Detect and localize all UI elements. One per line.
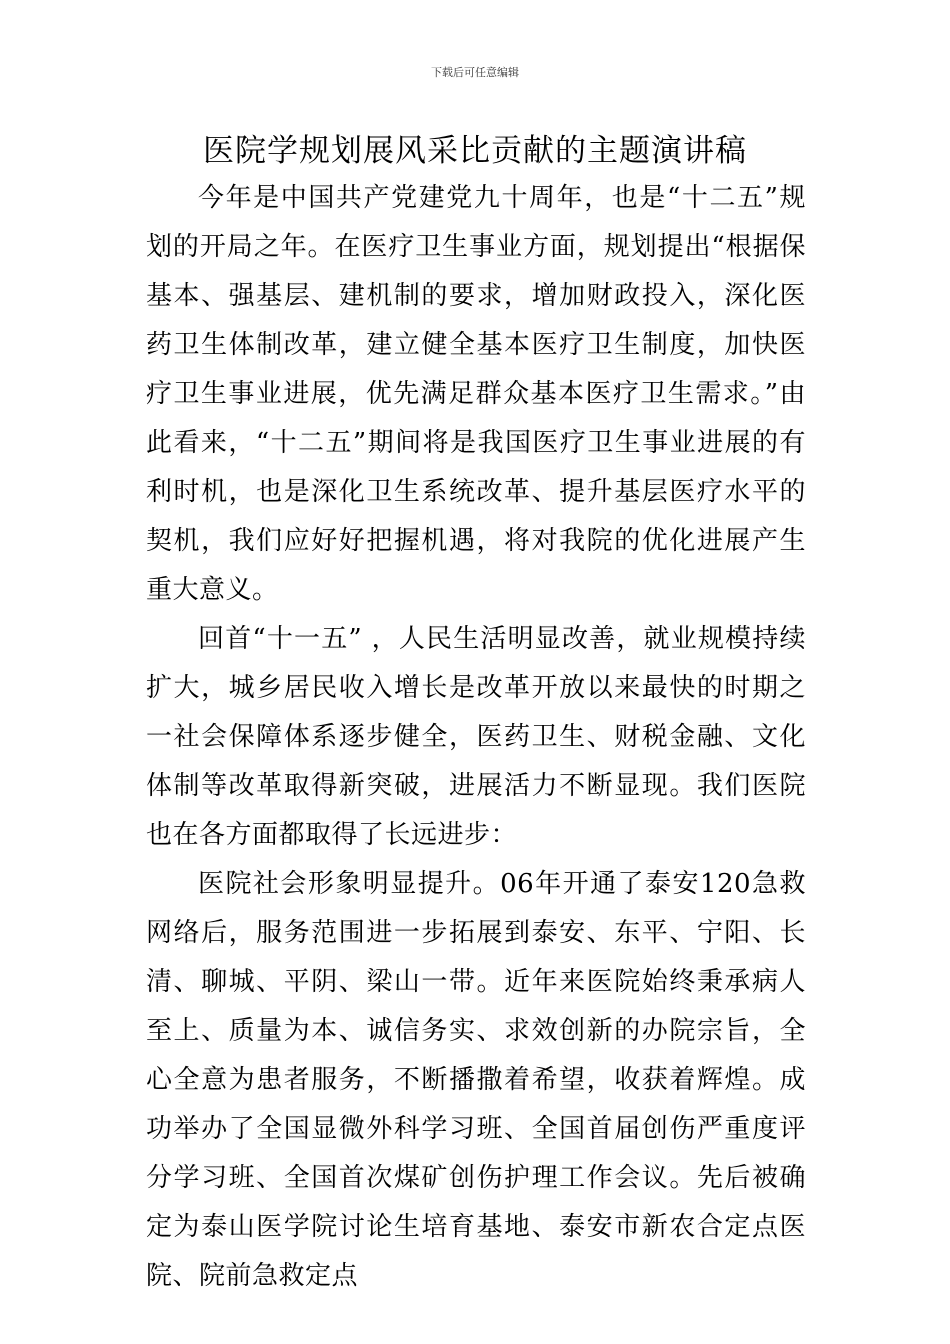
document-body — [146, 174, 806, 1301]
paragraph: 今年是中国共产党建党九十周年，也是“十二五”规划的开局之年。在医疗卫生事业方面，规划提出“根据保基本、强基层、建机制的要求，增加财政投入，深化医药卫生体制改革，建立健全基本医疗卫生制度，加快医疗卫生事业进展，优先满足群众基本医疗卫生需求。”由此看来，“十二五”期间将是我国医疗卫生事业进展的有利时机，也是深化卫生系统改革、提升基层医疗水平的契机，我们应好好把握机遇，将对我院的优化进展产生重大意义。 — [146, 183, 806, 605]
paragraph: 医院社会形象明显提升。06年开通了泰安120急救网络后，服务范围进一步拓展到泰安、东平、宁阳、长清、聊城、平阴、梁山一带。近年来医院始终秉承病人至上、质量为本、诚信务实、求效创新的办院宗旨，全心全意为患者服务，不断播撒着希望，收获着辉煌。成功举办了全国显微外科学习班、全国首届创伤严重度评分学习班、全国首次煤矿创伤护理工作会议。先后被确定为泰山医学院讨论生培育基地、泰安市新农合定点医院、院前急救定点 — [146, 869, 806, 1291]
paragraph: 回首“十一五” ，人民生活明显改善，就业规模持续扩大，城乡居民收入增长是改革开放以来最快的时期之一社会保障体系逐步健全，医药卫生、财税金融、文化体制等改革取得新突破，进展活力不断显现。我们医院也在各方面都取得了长远进步： — [146, 624, 806, 850]
document-title: 医院学规划展风采比贡献的主题演讲稿 — [203, 133, 747, 169]
header-note: 下载后可任意编辑 — [431, 66, 519, 79]
